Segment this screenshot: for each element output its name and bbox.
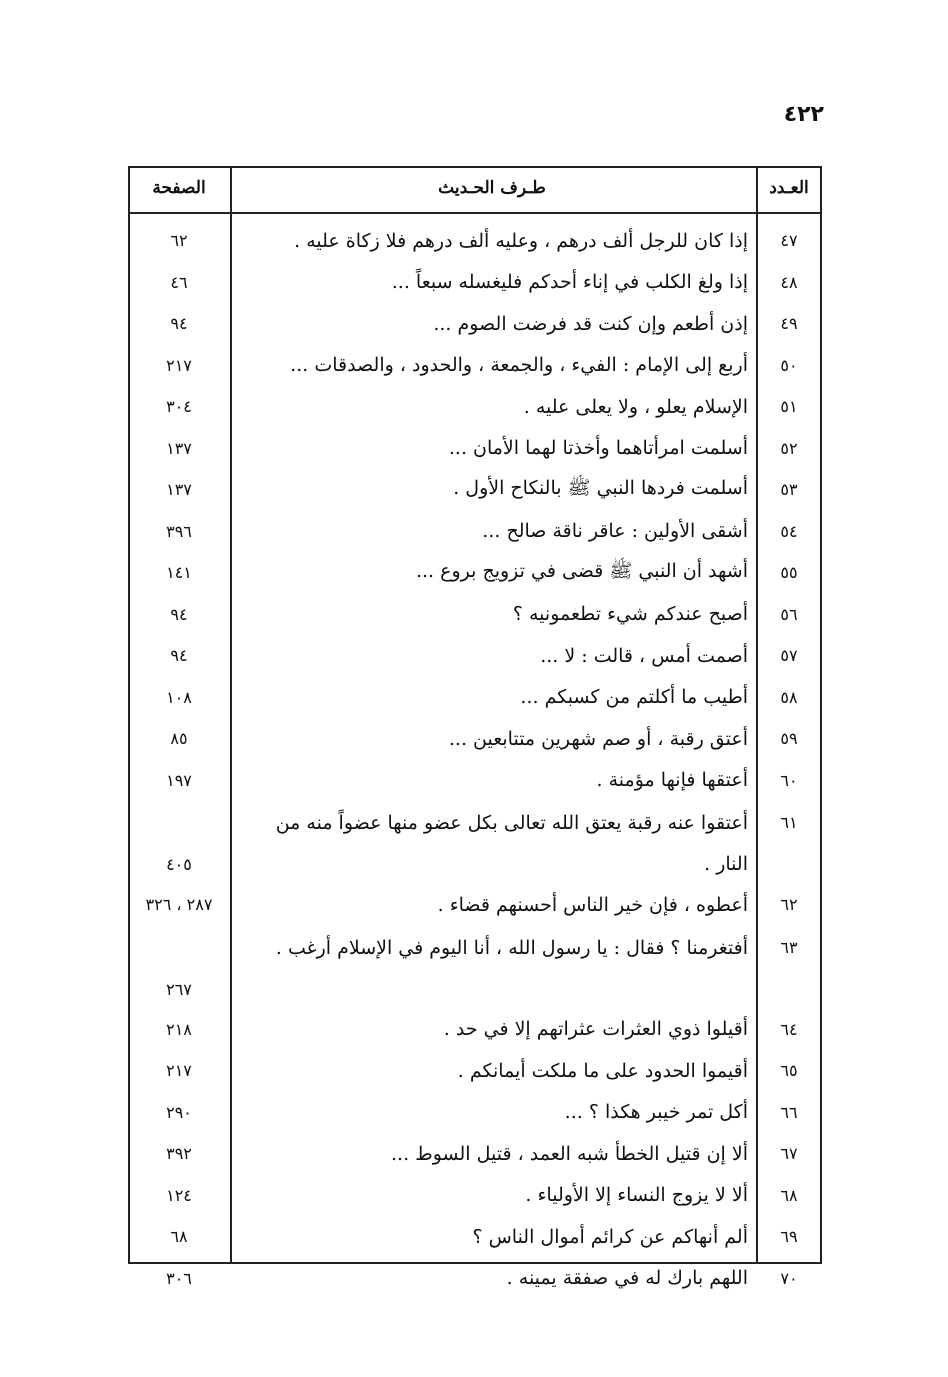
- hadith-number: ٥٢: [780, 438, 798, 458]
- page-reference: ٣٩٢: [166, 1144, 192, 1164]
- hadith-text: أعتقها فإنها مؤمنة .: [596, 769, 748, 792]
- hadith-text: أعتقوا عنه رقبة يعتق الله تعالى بكل عضو منها عضواً منه من النار .: [275, 812, 748, 875]
- hadith-text: أشهد أن النبي ﷺ قضى في تزويج بروع ...: [415, 559, 748, 582]
- hadith-number: ٥٨: [780, 687, 798, 707]
- table-row: [130, 884, 820, 926]
- page-reference: ٣٩٦: [166, 521, 192, 541]
- page-reference: ٢١٧: [166, 355, 192, 375]
- hadith-index-table: [128, 166, 822, 1290]
- table-row: [130, 1175, 820, 1217]
- table-row: [130, 677, 820, 719]
- hadith-text: ألا لا يزوج النساء إلا الأولياء .: [525, 1184, 748, 1207]
- page-reference: ٩٤: [170, 604, 188, 624]
- page-reference: ١٩٧: [166, 770, 192, 790]
- page-reference: ٤٦: [170, 272, 188, 292]
- page-number: ٤٢٢: [783, 102, 824, 127]
- hadith-number: ٤٩: [780, 314, 798, 334]
- table-row: [130, 635, 820, 677]
- hadith-number: ٦٠: [780, 770, 798, 790]
- page-reference: ٢١٧: [166, 1061, 192, 1081]
- hadith-text: أربع إلى الإمام : الفيء ، والجمعة ، والحدود ، والصدقات ...: [290, 354, 748, 377]
- hadith-text: أعطوه ، فإن خير الناس أحسنهم قضاء .: [437, 893, 748, 916]
- hadith-number: ٥٣: [780, 480, 798, 500]
- table-row: [130, 801, 820, 884]
- hadith-number: ٥١: [780, 397, 798, 417]
- table-row: [130, 345, 820, 387]
- page-reference: ٦٨: [170, 1227, 188, 1247]
- table-row: [130, 511, 820, 553]
- hadith-number: ٦١: [780, 813, 798, 832]
- table-row: [130, 1133, 820, 1175]
- page-reference: ١٣٧: [166, 480, 192, 500]
- hadith-number: ٦٧: [780, 1144, 798, 1164]
- page-reference: ٢١٨: [166, 1019, 192, 1039]
- hadith-text: اللهم بارك له في صفقة يمينه .: [506, 1267, 748, 1290]
- page-reference: ٩٤: [170, 314, 188, 334]
- hadith-number: ٥٧: [780, 646, 798, 666]
- hadith-text: الإسلام يعلو ، ولا يعلى عليه .: [523, 395, 748, 418]
- hadith-text: أصمت أمس ، قالت : لا ...: [540, 644, 748, 667]
- hadith-text: ألم أنهاكم عن كرائم أموال الناس ؟: [472, 1225, 748, 1248]
- table-row: [130, 926, 820, 1009]
- page-reference: ٣٠٤: [166, 397, 192, 417]
- hadith-text: أشقى الأولين : عاقر ناقة صالح ...: [482, 520, 748, 543]
- hadith-text: أعتق رقبة ، أو صم شهرين متتابعين ...: [448, 727, 748, 750]
- hadith-number: ٦٨: [780, 1185, 798, 1205]
- table-row: [130, 1216, 820, 1258]
- page-reference: ٤٠٥: [166, 855, 192, 874]
- table-row: [130, 594, 820, 636]
- hadith-text: إذن أطعم وإن كنت قد فرضت الصوم ...: [433, 312, 748, 335]
- header-page: الصفحة: [152, 178, 206, 198]
- page-reference: ٣٠٦: [166, 1268, 192, 1288]
- header-divider: [130, 212, 820, 214]
- table-row: [130, 386, 820, 428]
- hadith-text: إذا كان للرجل ألف درهم ، وعليه ألف درهم فلا زكاة عليه .: [294, 229, 748, 252]
- hadith-text: أقيلوا ذوي العثرات عثراتهم إلا في حد .: [443, 1018, 748, 1041]
- table-row: [130, 303, 820, 345]
- hadith-text: إذا ولغ الكلب في إناء أحدكم فليغسله سبعاً ...: [391, 271, 748, 294]
- hadith-number: ٤٧: [780, 231, 798, 251]
- header-hadith: طـرف الحـديث: [438, 178, 546, 198]
- table-row: [130, 718, 820, 760]
- table-row: [130, 552, 820, 594]
- hadith-number: ٧٠: [780, 1268, 798, 1288]
- table-row: [130, 760, 820, 802]
- hadith-number: ٥٩: [780, 729, 798, 749]
- page-reference: ٦٢: [170, 231, 188, 251]
- hadith-number: ٦٣: [780, 937, 798, 957]
- page-reference: ٢٩٠: [166, 1102, 192, 1122]
- page-reference: ٢٨٧ ، ٣٢٦: [145, 895, 213, 915]
- table-row: [130, 428, 820, 470]
- page-reference: ٩٤: [170, 646, 188, 666]
- hadith-text: أسلمت فردها النبي ﷺ بالنكاح الأول .: [453, 476, 748, 499]
- table-row: [130, 220, 820, 262]
- hadith-text: أصبح عندكم شيء تطعمونيه ؟: [512, 603, 748, 626]
- hadith-text: ألا إن قتيل الخطأ شبه العمد ، قتيل السوط ...: [391, 1142, 748, 1165]
- hadith-number: ٤٨: [780, 272, 798, 292]
- hadith-number: ٦٥: [780, 1061, 798, 1081]
- hadith-number: ٥٦: [780, 604, 798, 624]
- hadith-number: ٦٩: [780, 1227, 798, 1247]
- page-reference: ١٠٨: [166, 687, 192, 707]
- hadith-number: ٦٢: [780, 895, 798, 915]
- table-row: [130, 262, 820, 304]
- table-row: [130, 1258, 820, 1300]
- header-number: العـدد: [769, 178, 809, 198]
- hadith-text: أقيموا الحدود على ما ملكت أيمانكم .: [457, 1059, 748, 1082]
- hadith-number: ٦٦: [780, 1102, 798, 1122]
- page-reference: ١٣٧: [166, 438, 192, 458]
- table-row: [130, 1092, 820, 1134]
- hadith-number: ٥٤: [780, 521, 798, 541]
- page-reference: ٢٦٧: [166, 979, 192, 999]
- hadith-number: ٥٥: [780, 563, 798, 583]
- table-row: [130, 1009, 820, 1051]
- page-reference: ١٤١: [166, 563, 192, 583]
- hadith-number: ٥٠: [780, 355, 798, 375]
- hadith-text: أفتغرمنا ؟ فقال : يا رسول الله ، أنا اليوم في الإسلام أرغب .: [275, 936, 748, 959]
- table-row: [130, 469, 820, 511]
- table-row: [130, 1050, 820, 1092]
- hadith-text: أسلمت امرأتاهما وأخذتا لهما الأمان ...: [448, 437, 748, 460]
- page-reference: ١٢٤: [166, 1185, 192, 1205]
- hadith-number: ٦٤: [780, 1019, 798, 1039]
- hadith-text: أطيب ما أكلتم من كسبكم ...: [520, 686, 748, 709]
- hadith-text: أكل تمر خيبر هكذا ؟ ...: [564, 1101, 748, 1124]
- page-reference: ٨٥: [170, 729, 188, 749]
